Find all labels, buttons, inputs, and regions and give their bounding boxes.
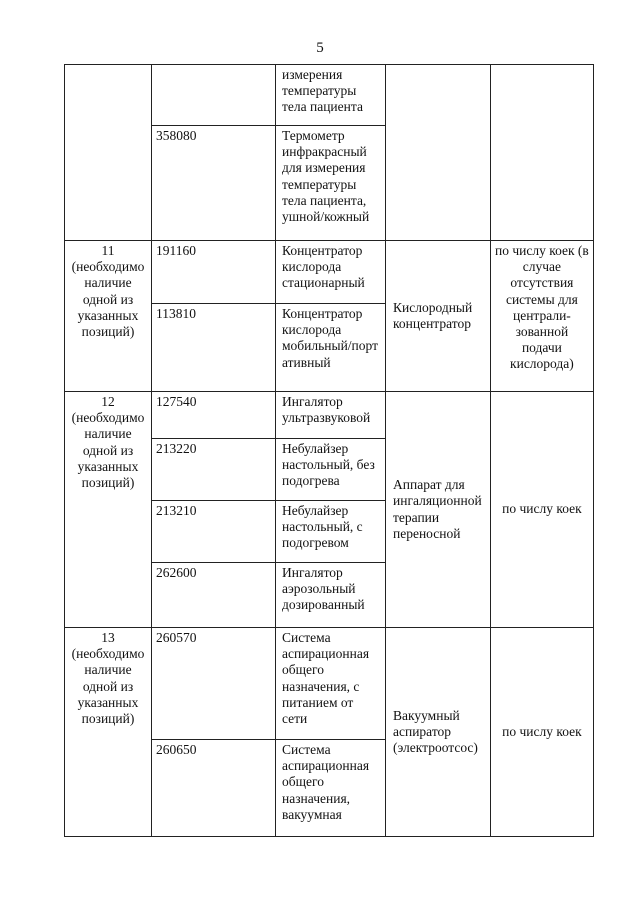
group-name-cell: Кислородный концентратор xyxy=(386,241,491,392)
code-cell: 260570 xyxy=(152,628,276,740)
quantity-cell: по числу коек xyxy=(491,628,594,837)
item-name-cell: Концентратор кислорода стационарный xyxy=(276,241,386,304)
group-name-cell: Вакуумный аспиратор (электроотсос) xyxy=(386,628,491,837)
code-cell: 358080 xyxy=(152,126,276,241)
item-name-cell: Небулайзер настольный, без подогрева xyxy=(276,439,386,501)
item-name-cell: Система аспирационная общего назначения, с питанием от сети xyxy=(276,628,386,740)
item-name-cell: Концентратор кислорода мобильный/порт ативный xyxy=(276,304,386,392)
equipment-table xyxy=(64,64,594,837)
table-row xyxy=(65,628,594,740)
number-cell: 12 (необходимо наличие одной из указанных позиций) xyxy=(65,392,152,628)
item-name-cell: Небулайзер настольный, с подогревом xyxy=(276,501,386,563)
page-number: 5 xyxy=(316,40,324,56)
item-name-cell: измерения температуры тела пациента xyxy=(276,65,386,126)
table-row xyxy=(65,241,594,304)
group-name-cell xyxy=(386,65,491,241)
group-name-cell: Аппарат для ингаляционной терапии переносной xyxy=(386,392,491,628)
code-cell: 262600 xyxy=(152,563,276,628)
item-name-cell: Система аспирационная общего назначения, вакуумная xyxy=(276,740,386,837)
item-name-cell: Ингалятор аэрозольный дозированный xyxy=(276,563,386,628)
quantity-cell: по числу коек (в случае отсутствия системы для централи- зованной подачи кислорода) xyxy=(491,241,594,392)
code-cell: 213220 xyxy=(152,439,276,501)
item-name-cell: Термометр инфракрасный для измерения температуры тела пациента, ушной/кожный xyxy=(276,126,386,241)
code-cell: 260650 xyxy=(152,740,276,837)
quantity-cell xyxy=(491,65,594,241)
code-cell: 213210 xyxy=(152,501,276,563)
code-cell: 127540 xyxy=(152,392,276,439)
code-cell: 191160 xyxy=(152,241,276,304)
number-cell: 11 (необходимо наличие одной из указанных позиций) xyxy=(65,241,152,392)
quantity-cell: по числу коек xyxy=(491,392,594,628)
item-name-cell: Ингалятор ультразвуковой xyxy=(276,392,386,439)
code-cell: 113810 xyxy=(152,304,276,392)
number-cell xyxy=(65,65,152,241)
table-row xyxy=(65,65,594,126)
number-cell: 13 (необходимо наличие одной из указанных позиций) xyxy=(65,628,152,837)
table-row xyxy=(65,392,594,439)
code-cell xyxy=(152,65,276,126)
